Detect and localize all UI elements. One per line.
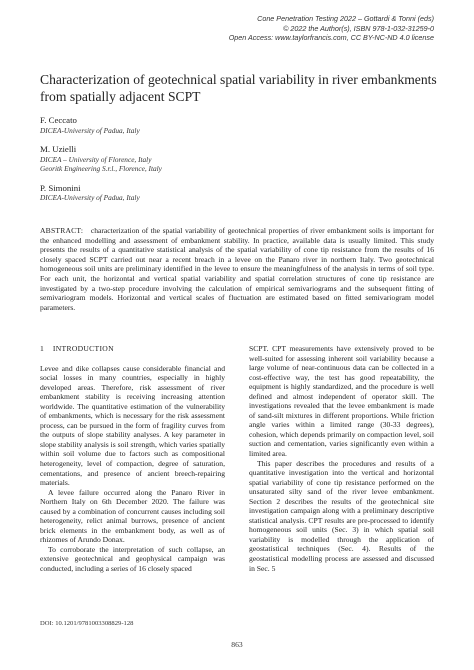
author-name: M. Uzielli	[40, 144, 77, 154]
left-column	[40, 344, 225, 574]
section-title: INTRODUCTION	[52, 344, 114, 353]
header-license-line: Open Access: www.taylorfrancis.com, CC BY-NC-ND 4.0 license	[228, 33, 434, 43]
body-paragraph: SCPT. CPT measurements have extensively proved to be well-suited for assessing inherent soil variability because a large volume of near-continuous data can be collected in a cost-effective way, the test has good repeatability, the equipment is highly standardized, and the procedure is well defined and almost independent of operator skill. The investigations revealed that the levee embankment is made of sand-silt mixtures in different proportions. While friction angle varies within a limited range (30-33 degrees), cohesion, which depends primarily on compaction level, soil suction and cementation, varies significantly even within a limited area.	[249, 344, 434, 459]
publication-header	[229, 14, 434, 43]
author-name: P. Simonini	[40, 182, 81, 193]
body-paragraph: Levee and dike collapses cause considerable financial and social losses in many countries, especially in highly developed areas. Therefore, risk assessment of river embankment stability is receiving increasing attention worldwide. The quantitative estimation of the vulnerability of embankments, which is necessary for the risk assessment process, can be pursued in the form of fragility curves from the outputs of slope stability analyses. A key parameter in slope stability analysis is soil strength, which varies spatially within soil volume due to factors such as compositional heterogeneity, level of compaction, degree of saturation, cementations, and presence of ancient breech-repairing materials.	[40, 363, 225, 488]
header-conference-line: Cone Penetration Testing 2022 – Gottardi & Tonni (eds)	[257, 14, 434, 23]
body-paragraph: This paper describes the procedures and results of a quantitative investigation into the vertical and horizontal spatial variability of cone tip resistance performed on the unsaturated silty sand of the river levee embankment. Section 2 describes the results of the geotechnical site investigation campaign along with a preliminary descriptive statistical analysis. CPT results are pre-processed to identify homogeneous soil units (Sec. 3) in which spatial soil variability is modelled through the application of geostatistical techniques (Sec. 4). Results of the geostatistical modelling process are assessed and discussed in Sec. 5	[249, 458, 434, 573]
author-affiliation: DICEA-University of Padua, Italy	[40, 125, 140, 135]
header-copyright-line: © 2022 the Author(s), ISBN 978-1-032-31259-0	[283, 23, 434, 33]
body-paragraph: A levee failure occurred along the Panaro River in Northern Italy on 6th December 2020. The failure was caused by a combination of concurrent causes including soil heterogeneity, relict animal burrows, presence of ancient brick elements in the embankment body, as well as of rhizomes of Arundo Donax.	[40, 487, 225, 545]
page-number: 863	[231, 640, 243, 649]
right-column	[249, 344, 434, 573]
author-affiliation: DICEA – University of Florence, Italy Georitk Engineering S.r.l., Florence, Italy	[40, 154, 162, 173]
section-heading	[40, 344, 225, 354]
author-list	[40, 115, 440, 212]
section-number: 1	[40, 344, 45, 353]
paper-title: Characterization of geotechnical spatial variability in river embankments from spatially adjacent SCPT	[40, 72, 437, 104]
abstract-text: characterization of the spatial variability of geotechnical properties of river embankment soils is important for the enhanced modelling and assessment of embankment stability. In practice, available data is usually limited. This study presents the results of a quantitative statistical analysis of the spatial variability of cone tip resistance from the results of 16 closely spaced SCPT carried out near a recent breach in a levee on the Panaro river in northern Italy. Two geotechnical homogeneous soil units are preliminary identified in the levee to ensure the meaningfulness of the analysis in terms of soil type. For each unit, the horizontal and vertical spatial variability and spatial correlation structures of cone tip resistance are investigated by a two-step procedure involving the calculation of empirical semivariograms and the subsequent fitting of semivariogram models. Horizontal and vertical scales of fluctuation are estimated based on fitted semivariogram model parameters.	[40, 226, 434, 312]
body-paragraph: To corroborate the interpretation of such collapse, an extensive geotechnical and geophysical campaign was conducted, including a series of 16 closely spaced	[40, 544, 225, 574]
abstract-label: ABSTRACT:	[40, 226, 84, 235]
author-affiliation: DICEA-University of Padua, Italy	[40, 193, 140, 202]
author-block	[40, 183, 440, 203]
author-block	[40, 144, 440, 174]
abstract	[40, 226, 434, 312]
author-block	[40, 115, 440, 135]
author-name: F. Ceccato	[40, 115, 77, 125]
doi-footer: DOI: 10.1201/9781003308829-128	[40, 620, 134, 627]
